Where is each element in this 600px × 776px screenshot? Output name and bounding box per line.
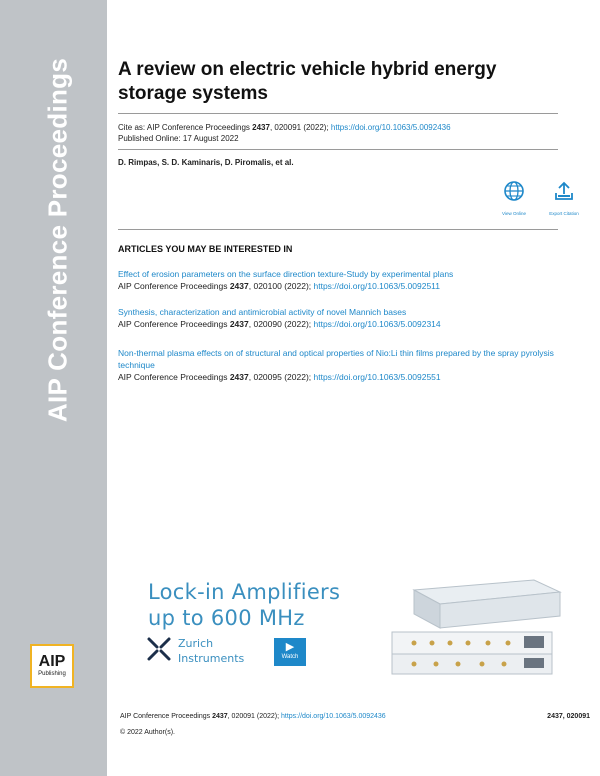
article-citation — [118, 371, 588, 383]
divider — [118, 113, 558, 114]
article-citation — [118, 318, 588, 330]
ad-headline-2: up to 600 MHz — [148, 606, 305, 630]
globe-icon — [503, 180, 525, 202]
divider — [118, 229, 558, 230]
article-source: AIP Conference Proceedings — [118, 319, 230, 329]
article-volume: 2437 — [229, 319, 249, 329]
article-rest: , 020095 (2022); — [248, 372, 314, 382]
related-article — [118, 347, 588, 383]
related-article — [118, 268, 588, 292]
footer-doi-link[interactable]: https://doi.org/10.1063/5.0092436 — [281, 713, 386, 720]
watch-button[interactable] — [274, 638, 306, 666]
logo-text: AIP — [38, 653, 66, 670]
article-volume: 2437 — [229, 281, 249, 291]
aip-publishing-logo[interactable] — [30, 644, 74, 688]
lock-in-amplifier-device-image — [384, 576, 570, 676]
divider — [118, 149, 558, 150]
article-source: AIP Conference Proceedings — [118, 281, 230, 291]
journal-title-vertical: AIP Conference Proceedings — [42, 57, 73, 423]
advertisement-banner[interactable] — [134, 568, 574, 678]
cite-rest: , 020091 (2022); — [269, 123, 331, 132]
footer-prefix: AIP Conference Proceedings — [120, 713, 213, 720]
export-citation-button[interactable] — [544, 180, 584, 216]
article-volume: 2437 — [229, 372, 249, 382]
doi-link[interactable]: https://doi.org/10.1063/5.0092436 — [330, 123, 451, 132]
copyright: © 2022 Author(s). — [120, 729, 175, 736]
watch-label: Watch — [281, 654, 299, 660]
article-citation — [118, 280, 588, 292]
citation-line — [118, 123, 451, 132]
article-title-link[interactable]: Synthesis, characterization and antimicrobial activity of novel Mannich bases — [118, 307, 407, 317]
view-online-label: View Online — [502, 211, 526, 216]
article-rest: , 020090 (2022); — [248, 319, 314, 329]
play-icon: ▶ — [285, 641, 295, 653]
authors[interactable]: D. Rimpas, S. D. Kaminaris, D. Piromalis, et al. — [118, 158, 294, 167]
view-online-button[interactable] — [494, 180, 534, 216]
brand-name-1: Zurich — [178, 637, 214, 650]
zurich-instruments-logo-icon — [146, 636, 172, 662]
article-title-link[interactable]: Non-thermal plasma effects on of structural and optical properties of Nio:Li thin films prepared by the spray pyrolysis technique — [118, 348, 554, 370]
footer-volume: 2437 — [212, 713, 228, 720]
article-title-link[interactable]: Effect of erosion parameters on the surface direction texture-Study by experimental plans — [118, 269, 454, 279]
export-icon — [553, 180, 575, 202]
cite-prefix: Cite as: AIP Conference Proceedings — [118, 123, 253, 132]
logo-subtext: Publishing — [38, 671, 66, 677]
footer-page-number: 2437, 020091 — [547, 713, 590, 720]
cite-volume: 2437 — [252, 123, 270, 132]
article-rest: , 020100 (2022); — [248, 281, 314, 291]
sidebar-band — [0, 0, 107, 776]
paper-title: A review on electric vehicle hybrid energy storage systems — [118, 59, 497, 104]
published-date: Published Online: 17 August 2022 — [118, 134, 239, 143]
article-doi-link[interactable]: https://doi.org/10.1063/5.0092511 — [313, 281, 440, 291]
article-doi-link[interactable]: https://doi.org/10.1063/5.0092314 — [313, 319, 441, 329]
related-articles-heading: ARTICLES YOU MAY BE INTERESTED IN — [118, 244, 293, 254]
page-footer — [120, 713, 590, 720]
export-citation-label: Export Citation — [549, 211, 579, 216]
ad-headline-1: Lock-in Amplifiers — [148, 580, 341, 604]
article-source: AIP Conference Proceedings — [118, 372, 230, 382]
article-doi-link[interactable]: https://doi.org/10.1063/5.0092551 — [313, 372, 441, 382]
footer-rest: , 020091 (2022); — [227, 713, 281, 720]
related-article — [118, 306, 588, 330]
brand-name-2: Instruments — [178, 652, 245, 665]
